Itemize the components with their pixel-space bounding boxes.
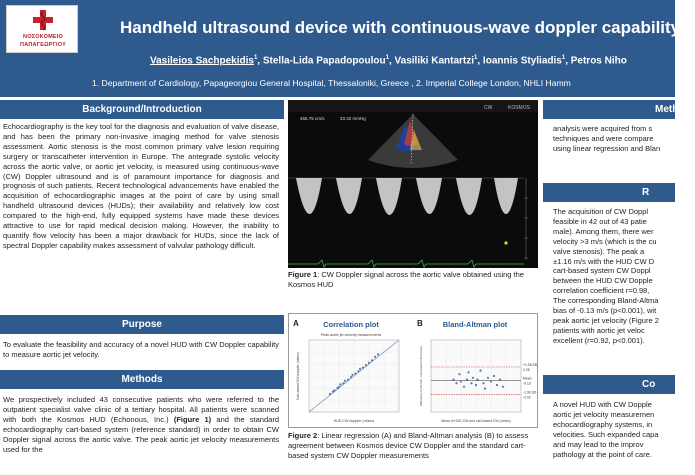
corr-point [359, 368, 361, 370]
ba-point [470, 382, 472, 384]
figure2-caption-text: : Linear regression (A) and Bland-Altman analysis (B) to assess agreement between Kosmos device CW Doppler and the standard cart-based system CW Doppler measurements [288, 431, 529, 460]
screen-value-2: 33.32 mmHg [340, 116, 366, 121]
purpose-text: To evaluate the feasibility and accuracy of a novel HUD with CW Doppler capability to measure aortic jet velocity. [3, 340, 279, 359]
ba-plot-title: Bland-Altman plot [442, 320, 508, 329]
methods-text-part2: and the standard echocardiography cart-based system (reference standard) in order to obtain CW Doppler signal across the aortic valve. The peak aortic jet velocity measurements used for the [3, 414, 279, 454]
corr-point [377, 353, 379, 355]
background-heading: Background/Introduction [0, 100, 284, 119]
results-line: male). Among them, there wer [553, 226, 654, 236]
author-1: Vasileios Sachpekidis [150, 55, 254, 67]
ba-point [466, 379, 468, 381]
figure2-caption-label: Figure 2 [288, 431, 318, 440]
results-line: cart-based system CW Doppl [553, 266, 651, 276]
methods-cont-line: techniques and were compare [553, 133, 654, 143]
background-text: Echocardiography is the key tool for the diagnosis and evaluation of valve disease, and has been the primary non-invasive imaging method for valve stenosis assessment. Aortic stenosis is the most common primary valve lesion requiring surgery or transcatheter intervention in Europe. The antegrade systolic velocity across the aortic valve, or aortic jet velocity, is measured using continuous-wave (CW) Doppler ultrasound and is of paramount importance for diagnosis and prognosis of such patients. Recent technological advancements have enabled the acquisition of echocardiographic images at the point of care by using small handheld ultrasound devices (HUDs); their availability and relatively low cost compared to the high-end, fully equipped systems have made these devices attractive to use for rapid medical decision making. However, the inability to quantify flow velocity has been a major drawback for HUDs, since the lack of spectral Doppler capability makes assessment of valvular pathology difficult. [3, 122, 279, 250]
author-2: , Stella-Lida Papadopoulou [257, 55, 386, 67]
author-4-affil: 1 [561, 55, 566, 61]
results-line: correlation coefficient r=0.98, [553, 286, 650, 296]
figure2-plots [288, 313, 538, 428]
methods-heading: Methods [0, 370, 284, 389]
figure1-caption-label: Figure 1 [288, 270, 318, 279]
corr-point [339, 383, 341, 385]
results-line: valve stenosis). The peak a [553, 246, 645, 256]
conclusions-line: aortic jet velocity measuremen [553, 409, 655, 419]
ba-ylabel: Difference HUD CW - cart-based CW (m/sec) [419, 345, 423, 407]
corr-xlabel: HUD CW doppler (m/sec) [333, 419, 375, 423]
methods-cont-text [543, 119, 675, 167]
author-3: , Vasiliki Kantartzi [388, 55, 475, 67]
figure1-ref: (Figure 1) [173, 414, 212, 424]
corr-point [374, 356, 376, 358]
results-line: ±1.16 m/s with the HUD CW D [553, 256, 655, 266]
conclusions-text [543, 394, 675, 459]
ba-point [476, 379, 478, 381]
ba-point [487, 377, 489, 379]
results-text [543, 202, 675, 365]
results-line: peak aortic jet velocity (Figure 2 [553, 315, 659, 325]
panel-a-label: A [293, 319, 299, 328]
ba-lower-value: -0.52 [523, 395, 531, 400]
ba-point [496, 384, 498, 386]
ba-point [502, 386, 504, 388]
logo-text-line2: ΠΑΠΑΓΕΩΡΓΙΟΥ [20, 42, 66, 48]
ba-point [455, 382, 457, 384]
ba-mean-value: -0.13 [523, 381, 531, 386]
logo-text-line1: ΝΟΣΟΚΟΜΕΙΟ [23, 34, 63, 40]
ba-point [493, 375, 495, 377]
corr-plot-title: Correlation plot [323, 320, 379, 329]
panel-b-label: B [417, 319, 423, 328]
figure1-caption [288, 270, 538, 290]
figure2-caption [288, 431, 538, 461]
hospital-logo [6, 5, 78, 53]
ba-point [484, 388, 486, 390]
ba-point [479, 370, 481, 372]
results-line: The acquisition of CW Doppl [553, 207, 649, 216]
ba-xlabel: Mean of HUD CW and cart-based CW (m/sec) [441, 419, 511, 423]
poster-header [0, 0, 695, 97]
conclusions-heading: Co [543, 375, 675, 394]
conclusions-line: A novel HUD with CW Dopple [553, 400, 652, 409]
screen-header: KOSMOS [508, 105, 530, 111]
conclusions-line: and may lead to the improv [553, 439, 644, 449]
corr-ylabel: Cart-based CW doppler (m/sec) [296, 352, 300, 400]
author-3-affil: 1 [474, 55, 478, 61]
ba-point [467, 371, 469, 373]
author-list [150, 55, 627, 66]
results-line: excellent (r=0.92, p<0.001). [553, 335, 645, 345]
corr-plot-subtitle: Peak aortic jet velocity measurements [320, 333, 382, 337]
ba-point [499, 379, 501, 381]
ba-upper-value: 0.25 [523, 368, 530, 372]
screen-mode: CW [484, 105, 493, 111]
ba-mean-label: Mean [523, 376, 532, 381]
results-line: The corresponding Bland-Altma [553, 296, 659, 306]
conclusions-line: velocities. Such expanded capa [553, 429, 659, 439]
ba-point [490, 380, 492, 382]
figure1-caption-text: : CW Doppler signal across the aortic valve obtained using the Kosmos HUD [288, 270, 524, 289]
conclusions-line: pathology at the point of care. [553, 449, 652, 459]
results-heading: R [543, 183, 675, 202]
corr-point [344, 380, 346, 382]
author-4: , Ioannis Styliadis [477, 55, 562, 67]
author-1-affil: 1 [253, 55, 258, 61]
ba-point [452, 379, 454, 381]
methods-cont-line: using linear regression and Blan [553, 143, 661, 153]
affiliations: 1. Department of Cardiology, Papageorgiou General Hospital, Thessaloniki, Greece , 2. Imperial College London, NHLI Hamm [92, 78, 571, 88]
purpose-heading: Purpose [0, 315, 284, 334]
ba-point [472, 377, 474, 379]
ba-point [463, 386, 465, 388]
results-line: bias of -0.13 m/s (p<0.001), wit [553, 306, 657, 316]
ba-lower-label: -1.96 SD [523, 390, 537, 395]
results-line: patients with aortic jet veloc [553, 325, 645, 335]
left-column [0, 100, 284, 454]
author-5: , Petros Niho [565, 55, 627, 67]
methods-cont-line: analysis were acquired from s [553, 124, 653, 133]
red-cross-icon [31, 9, 55, 31]
author-2-affil: 1 [385, 55, 389, 61]
methods-text-part1: We prospectively included 43 consecutive patients who were referred to the outpatient specialist valve clinic of a tertiary hospital. All patients were scanned with both the Kosmos HUD (Echonous, Inc.) [3, 395, 279, 424]
ba-point [460, 380, 462, 382]
ba-point [458, 373, 460, 375]
screen-value-1: 466.75 cm/s [300, 116, 325, 121]
doppler-ultrasound-image [288, 100, 538, 268]
methods-text [0, 389, 284, 454]
right-column [543, 100, 685, 459]
results-line: between the HUD CW Dopple [553, 276, 653, 286]
corr-point [351, 374, 353, 376]
results-line: feasible in 42 out of 43 patie [553, 216, 647, 226]
methods-cont-heading: Metho [543, 100, 675, 119]
ba-upper-label: +1.96 SD [523, 363, 538, 367]
conclusions-line: echocardiography systems, in [553, 419, 653, 429]
results-line: velocity >3 m/s (which is the cu [553, 236, 657, 246]
ba-point [475, 384, 477, 386]
poster-title: Handheld ultrasound device with continuous-wave doppler capability: i [120, 18, 695, 37]
ba-point [482, 382, 484, 384]
